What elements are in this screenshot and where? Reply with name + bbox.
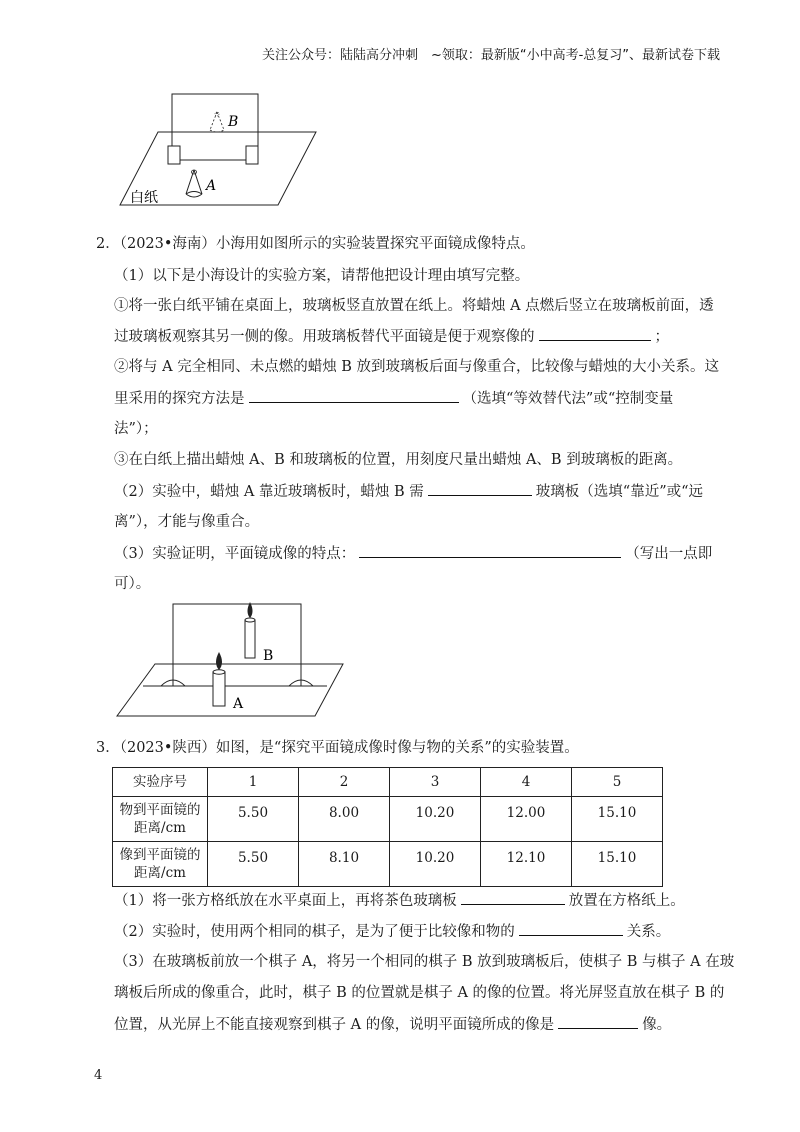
label-b: B xyxy=(228,114,239,130)
q2-blank-4[interactable] xyxy=(359,543,621,558)
label-a: A xyxy=(206,178,217,194)
candle-b xyxy=(245,620,255,658)
label-b: B xyxy=(263,648,274,664)
q2-blank-1[interactable] xyxy=(539,326,651,341)
table-row xyxy=(113,797,663,842)
q2-part1-intro: （1）以下是小海设计的实验方案，请帮他把设计理由填写完整。 xyxy=(114,268,530,284)
page-header: 关注公众号：陆陆高分冲刺 ~领取：最新版“小中高考-总复习”、最新试卷下载 xyxy=(261,48,720,63)
table-cell: 3 xyxy=(390,768,481,797)
q2-title: 2．（2023•海南）小海用如图所示的实验装置探究平面镜成像特点。 xyxy=(96,236,535,252)
table-cell: 15.10 xyxy=(572,797,663,842)
label-a: A xyxy=(233,696,244,712)
page-number: 4 xyxy=(94,1068,103,1083)
figure-1-mirror-setup xyxy=(118,90,318,210)
glass-plate xyxy=(172,94,258,160)
table-cell: 5.50 xyxy=(208,797,299,842)
right-support-block xyxy=(246,146,258,164)
q3-blank-1[interactable] xyxy=(461,890,565,905)
table-cell: 5 xyxy=(572,768,663,797)
table-row xyxy=(113,768,663,797)
table-header-label: 实验序号 xyxy=(113,768,208,797)
q3-part3-line3: 位置，从光屏上不能直接观察到棋子 A 的像，说明平面镜所成的像是 像。 xyxy=(114,1014,671,1035)
q3-blank-2[interactable] xyxy=(519,921,623,936)
q3-part3-line1: （3）在玻璃板前放一个棋子 A，将另一个相同的棋子 B 放到玻璃板后，使棋子 B 与棋子 A 在玻 xyxy=(114,954,735,970)
q2-blank-3[interactable] xyxy=(428,481,532,496)
q3-title: 3．（2023•陕西）如图，是“探究平面镜成像时像与物的关系”的实验装置。 xyxy=(96,740,579,756)
table-cell: 8.10 xyxy=(299,842,390,887)
q3-part3-line2: 璃板后所成的像重合，此时，棋子 B 的位置就是棋子 A 的像的位置。将光屏竖直放在棋子 B 的 xyxy=(114,985,725,1001)
q2-step1-line1: ①将一张白纸平铺在桌面上，玻璃板竖直放置在纸上。将蜡烛 A 点燃后竖立在玻璃板前面，透 xyxy=(114,298,714,314)
q2-step2-line2: 里采用的探究方法是 （选填“等效替代法”或“控制变量 xyxy=(114,388,673,409)
data-table xyxy=(112,767,663,887)
q2-step1-line2: 过玻璃板观察其另一侧的像。用玻璃板替代平面镜是便于观察像的 ； xyxy=(114,326,669,347)
table-cell: 10.20 xyxy=(390,842,481,887)
table-cell: 8.00 xyxy=(299,797,390,842)
q2-part2-line1: （2）实验中，蜡烛 A 靠近玻璃板时，蜡烛 B 需 玻璃板（选填“靠近”或“远 xyxy=(114,481,703,502)
label-white-paper: 白纸 xyxy=(130,190,158,206)
image-cone-b xyxy=(210,112,224,132)
q2-step2-line3: 法”）； xyxy=(114,421,158,437)
table-row xyxy=(113,842,663,887)
table-cell: 4 xyxy=(481,768,572,797)
q3-blank-3[interactable] xyxy=(558,1014,638,1029)
paper-plane xyxy=(117,664,343,716)
q2-part3-line2: 可）。 xyxy=(114,576,151,592)
q2-part2-line2: 离”），才能与像重合。 xyxy=(114,514,260,530)
glass-plate xyxy=(173,604,301,686)
q2-blank-2[interactable] xyxy=(249,388,459,403)
figure-2-candle-setup xyxy=(115,600,355,722)
table-cell: 12.00 xyxy=(481,797,572,842)
q2-step2-line1: ②将与 A 完全相同、未点燃的蜡烛 B 放到玻璃板后面与像重合，比较像与蜡烛的大小关系。这 xyxy=(114,359,720,375)
row-label-image-distance: 像到平面镜的 距离/cm xyxy=(113,842,208,887)
q3-part2: （2）实验时，使用两个相同的棋子，是为了便于比较像和物的 关系。 xyxy=(114,921,670,942)
table-cell: 5.50 xyxy=(208,842,299,887)
q2-part3-line1: （3）实验证明，平面镜成像的特点： （写出一点即 xyxy=(114,543,712,564)
left-support-block xyxy=(168,146,180,164)
table-cell: 1 xyxy=(208,768,299,797)
table-cell: 10.20 xyxy=(390,797,481,842)
candle-a xyxy=(213,672,225,706)
table-cell: 2 xyxy=(299,768,390,797)
q2-step3: ③在白纸上描出蜡烛 A、B 和玻璃板的位置，用刻度尺量出蜡烛 A、B 到玻璃板的距离。 xyxy=(114,452,683,468)
flame-a xyxy=(216,652,222,670)
table-cell: 15.10 xyxy=(572,842,663,887)
table-cell: 12.10 xyxy=(481,842,572,887)
q3-part1: （1）将一张方格纸放在水平桌面上，再将茶色玻璃板 放置在方格纸上。 xyxy=(114,890,685,911)
row-label-object-distance: 物到平面镜的 距离/cm xyxy=(113,797,208,842)
